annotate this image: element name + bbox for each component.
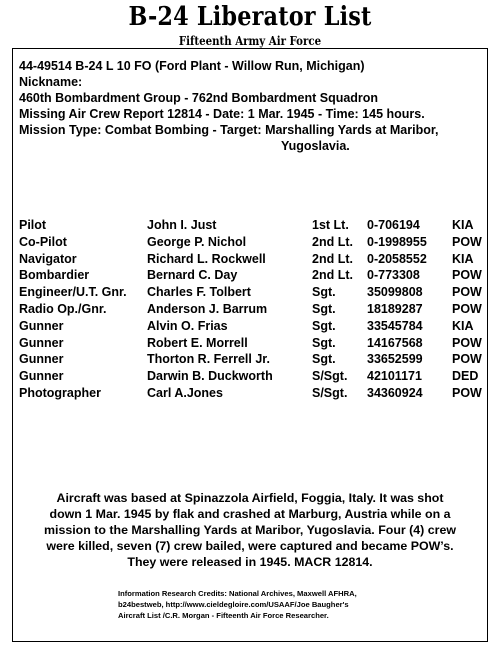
crew-serial: 18189287 xyxy=(367,301,423,316)
research-credits xyxy=(118,588,418,621)
crew-position: Gunner xyxy=(19,335,64,350)
crew-status: POW xyxy=(452,301,482,316)
crew-status: POW xyxy=(452,352,482,367)
crew-rank: 1st Lt. xyxy=(312,218,349,232)
crew-serial: 0-1998955 xyxy=(367,234,427,249)
crew-table xyxy=(19,218,489,403)
crew-rank: 2nd Lt. xyxy=(312,234,353,249)
summary-line: down 1 Mar. 1945 by flak and crashed at Marburg, Austria while on a xyxy=(49,507,451,521)
crew-rank: Sgt. xyxy=(312,318,336,333)
nickname-line: Nickname: xyxy=(19,75,83,89)
crew-position: Pilot xyxy=(19,218,47,232)
crew-status: DED xyxy=(452,369,479,384)
crew-position: Bombardier xyxy=(19,268,90,283)
crew-position: Photographer xyxy=(19,385,101,400)
crew-name: Robert E. Morrell xyxy=(147,335,248,350)
crew-serial: 33652599 xyxy=(367,352,423,367)
crew-name: Anderson J. Barrum xyxy=(147,301,268,316)
crew-name: Carl A.Jones xyxy=(147,385,223,400)
table-row xyxy=(19,319,489,336)
crew-rank: Sgt. xyxy=(312,352,336,367)
mission-line: Mission Type: Combat Bombing - Target: Marshalling Yards at Maribor, xyxy=(19,123,439,137)
table-row xyxy=(19,252,489,269)
crew-serial: 34360924 xyxy=(367,385,423,400)
macr-line: Missing Air Crew Report 12814 - Date: 1 Mar. 1945 - Time: 145 hours. xyxy=(19,107,425,121)
crew-name: Bernard C. Day xyxy=(147,268,238,283)
crew-rank: Sgt. xyxy=(312,285,336,300)
crew-position: Gunner xyxy=(19,318,64,333)
crew-serial: 33545784 xyxy=(367,318,423,333)
table-row xyxy=(19,235,489,252)
crew-serial: 0-773308 xyxy=(367,268,420,283)
crew-serial: 14167568 xyxy=(367,335,423,350)
crew-rank: 2nd Lt. xyxy=(312,251,353,266)
crew-name: Thorton R. Ferrell Jr. xyxy=(147,352,270,367)
crew-name: Alvin O. Frias xyxy=(147,318,228,333)
crew-name: Darwin B. Duckworth xyxy=(147,369,273,384)
table-row xyxy=(19,336,489,353)
table-row xyxy=(19,302,489,319)
page-title: B-24 Liberator List xyxy=(128,2,372,32)
crew-serial: 0-2058552 xyxy=(367,251,427,266)
crew-rank: 2nd Lt. xyxy=(312,268,353,283)
crew-position: Radio Op./Gnr. xyxy=(19,301,107,316)
loss-summary xyxy=(22,490,478,570)
aircraft-details xyxy=(19,58,489,154)
crew-status: KIA xyxy=(452,251,474,266)
crew-name: Charles F. Tolbert xyxy=(147,285,251,300)
crew-position: Gunner xyxy=(19,369,64,384)
crew-rank: Sgt. xyxy=(312,335,336,350)
crew-name: Richard L. Rockwell xyxy=(147,251,266,266)
credits-line: Aircraft List /C.R. Morgan - Fifteenth Air Force Researcher. xyxy=(118,611,329,620)
crew-status: POW xyxy=(452,385,482,400)
summary-line: They were released in 1945. MACR 12814. xyxy=(127,555,373,569)
crew-status: POW xyxy=(452,285,482,300)
crew-status: POW xyxy=(452,335,482,350)
crew-name: George P. Nichol xyxy=(147,234,247,249)
crew-serial: 42101171 xyxy=(367,369,422,384)
crew-serial: 35099808 xyxy=(367,285,423,300)
summary-line: were killed, seven (7) crew bailed, were captured and became POW’s. xyxy=(46,539,454,553)
credits-line: b24bestweb, http://www.cieldegloire.com/USAAF/Joe Baugher's xyxy=(118,600,349,609)
crew-status: POW xyxy=(452,268,482,283)
table-row xyxy=(19,285,489,302)
crew-rank: S/Sgt. xyxy=(312,369,348,384)
group-squadron-line: 460th Bombardment Group - 762nd Bombardment Squadron xyxy=(19,91,379,105)
crew-serial: 0-706194 xyxy=(367,218,420,232)
table-row xyxy=(19,268,489,285)
serial-model-line: 44-49514 B-24 L 10 FO (Ford Plant - Willow Run, Michigan) xyxy=(19,59,365,73)
credits-line: Information Research Credits: National Archives, Maxwell AFHRA, xyxy=(118,589,357,598)
mission-target-continued: Yugoslavia. xyxy=(281,139,350,153)
summary-line: Aircraft was based at Spinazzola Airfield, Foggia, Italy. It was shot xyxy=(56,491,444,505)
crew-status: KIA xyxy=(452,318,474,333)
crew-position: Co-Pilot xyxy=(19,234,67,249)
crew-position: Navigator xyxy=(19,251,77,266)
crew-position: Engineer/U.T. Gnr. xyxy=(19,285,127,300)
table-row xyxy=(19,352,489,369)
crew-position: Gunner xyxy=(19,352,64,367)
summary-line: mission to the Marshalling Yards at Maribor, Yugoslavia. Four (4) crew xyxy=(44,523,456,537)
table-row xyxy=(19,369,489,386)
table-row xyxy=(19,386,489,403)
page-subtitle: Fifteenth Army Air Force xyxy=(178,34,322,48)
crew-name: John I. Just xyxy=(147,218,217,232)
crew-rank: S/Sgt. xyxy=(312,385,348,400)
crew-status: KIA xyxy=(452,218,474,232)
crew-status: POW xyxy=(452,234,482,249)
crew-rank: Sgt. xyxy=(312,301,336,316)
table-row xyxy=(19,218,489,235)
